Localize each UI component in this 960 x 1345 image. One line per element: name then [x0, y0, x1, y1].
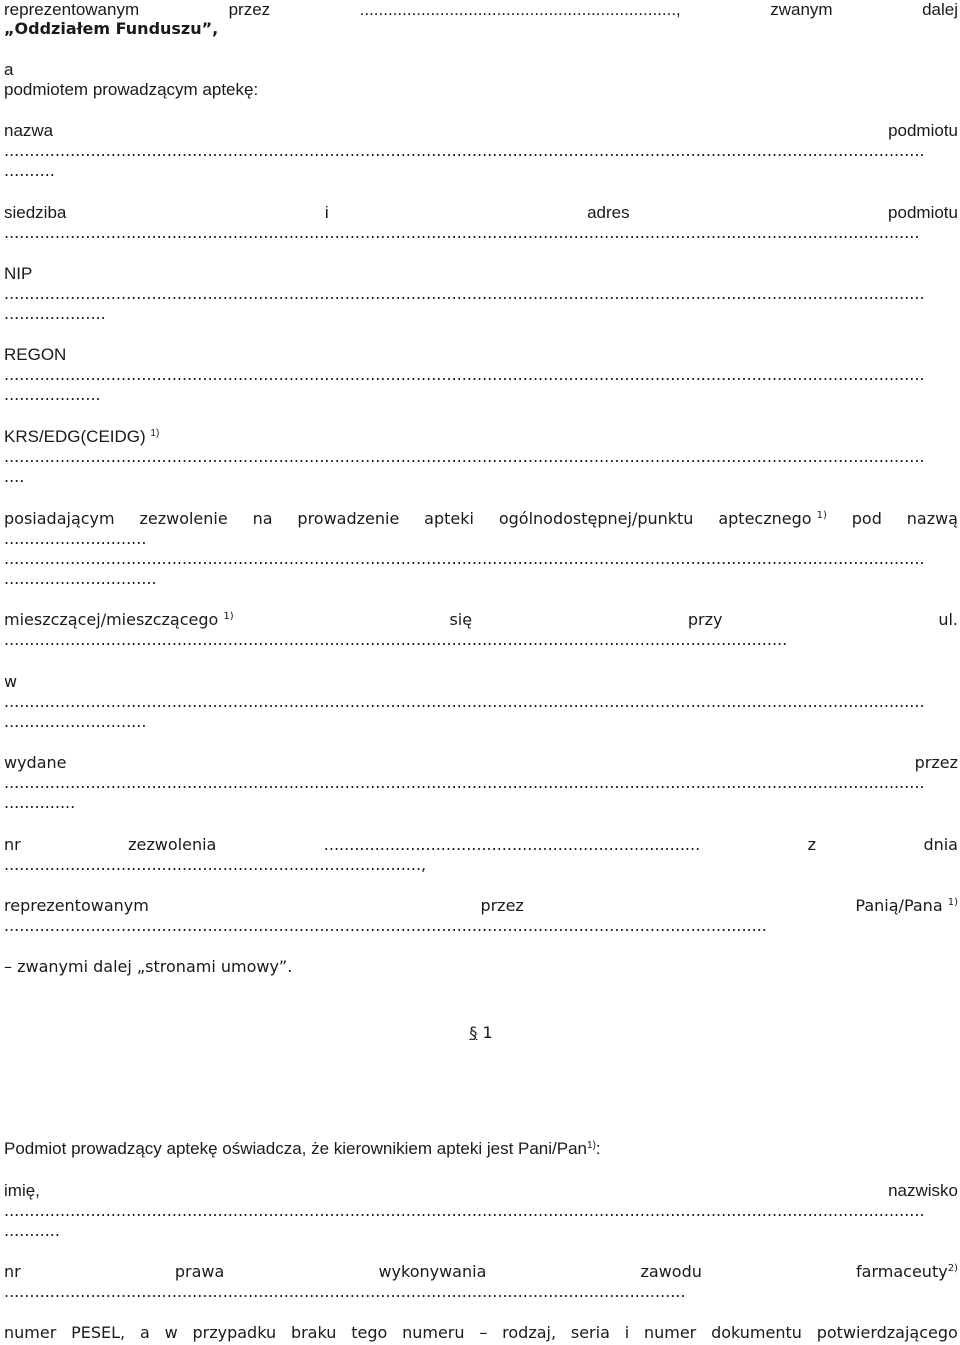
footnote-ref: 2)	[947, 1263, 958, 1274]
representative-line: reprezentowanym przez ..................................................................., zwanym dalej	[4, 0, 958, 19]
footnote-ref: 1)	[947, 897, 958, 908]
footnote-ref: 1)	[150, 428, 160, 439]
permit-number-field[interactable]: ..........................................................................	[323, 835, 701, 854]
entity-name-label: nazwa podmiotu	[4, 121, 958, 140]
issued-by-label: wydane przez	[4, 753, 958, 772]
section-heading: § 1	[469, 1023, 493, 1042]
nip-label: NIP	[4, 264, 33, 283]
regon-field[interactable]: .....................................................................................................................................................................................	[4, 365, 925, 384]
krs-field[interactable]: .....................................................................................................................................................................................	[4, 447, 925, 466]
representative-field[interactable]: ......................................................................................................................................................	[4, 916, 767, 935]
pharmacy-entity-heading: podmiotem prowadzącym aptekę:	[4, 80, 259, 99]
section-symbol: §	[469, 1023, 478, 1042]
city-field-cont[interactable]: ............................	[4, 712, 147, 731]
krs-label: KRS/EDG(CEIDG) $^{1)}$	[4, 427, 160, 446]
manager-name-field[interactable]: .....................................................................................................................................................................................	[4, 1201, 925, 1220]
parties-clause: – zwanymi dalej „stronami umowy”.	[4, 957, 293, 976]
permit-number-line: nr zezwolenia .......................................................................... z dnia	[4, 835, 958, 854]
entity-address-field[interactable]: ....................................................................................................................................................................................	[4, 223, 920, 242]
city-label: w	[4, 672, 18, 691]
pharmacy-name-field-cont2[interactable]: ..............................	[4, 569, 157, 588]
krs-field-cont[interactable]: ....	[4, 467, 25, 486]
street-field[interactable]: ..........................................................................................................................................................	[4, 630, 788, 649]
fund-branch-label: „Oddziałem Funduszu”,	[4, 19, 219, 38]
pharmacy-name-field-cont[interactable]: .....................................................................................................................................................................................	[4, 549, 925, 568]
pesel-line: numer PESEL, a w przypadku braku tego numeru – rodzaj, seria i numer dokumentu potwierdzającego	[4, 1323, 958, 1342]
footnote-ref: 1)	[587, 1140, 596, 1151]
entity-name-field-cont[interactable]: ..........	[4, 161, 55, 180]
represented-by-line: reprezentowanym przez Panią/Pana $^{1)}$	[4, 896, 958, 915]
entity-address-label: siedziba i adres podmiotu	[4, 203, 958, 222]
manager-name-label: imię, nazwisko	[4, 1181, 958, 1200]
manager-name-field-cont[interactable]: ...........	[4, 1221, 60, 1240]
entity-name-field[interactable]: .....................................................................................................................................................................................	[4, 141, 925, 160]
issued-by-field[interactable]: .....................................................................................................................................................................................	[4, 773, 925, 792]
issued-by-field-cont[interactable]: ..............	[4, 793, 76, 812]
footnote-ref: 1)	[816, 510, 827, 521]
license-number-label: nr prawa wykonywania zawodu farmaceuty$^{2)}$	[4, 1262, 958, 1281]
city-field[interactable]: .....................................................................................................................................................................................	[4, 692, 925, 711]
regon-field-cont[interactable]: ...................	[4, 385, 101, 404]
location-line: mieszczącej/mieszczącego $^{1)}$ się przy ul.	[4, 610, 958, 629]
regon-label: REGON	[4, 345, 67, 364]
nip-field[interactable]: .....................................................................................................................................................................................	[4, 284, 925, 303]
license-number-field[interactable]: ......................................................................................................................................	[4, 1282, 686, 1301]
pharmacy-name-field[interactable]: ............................	[4, 529, 147, 548]
permit-date-field[interactable]: ..................................................................................,	[4, 855, 427, 874]
footnote-ref: 1)	[223, 611, 234, 622]
permit-holder-line: posiadającym zezwolenie na prowadzenie apteki ogólnodostępnej/punktu aptecznego $^{1)}$ pod nazwą	[4, 509, 958, 528]
conjunction-a: a	[4, 60, 14, 79]
manager-statement: Podmiot prowadzący aptekę oświadcza, że kierownikiem apteki jest Pani/Pan$^{1)}$:	[4, 1139, 601, 1158]
nip-field-cont[interactable]: ....................	[4, 304, 106, 323]
